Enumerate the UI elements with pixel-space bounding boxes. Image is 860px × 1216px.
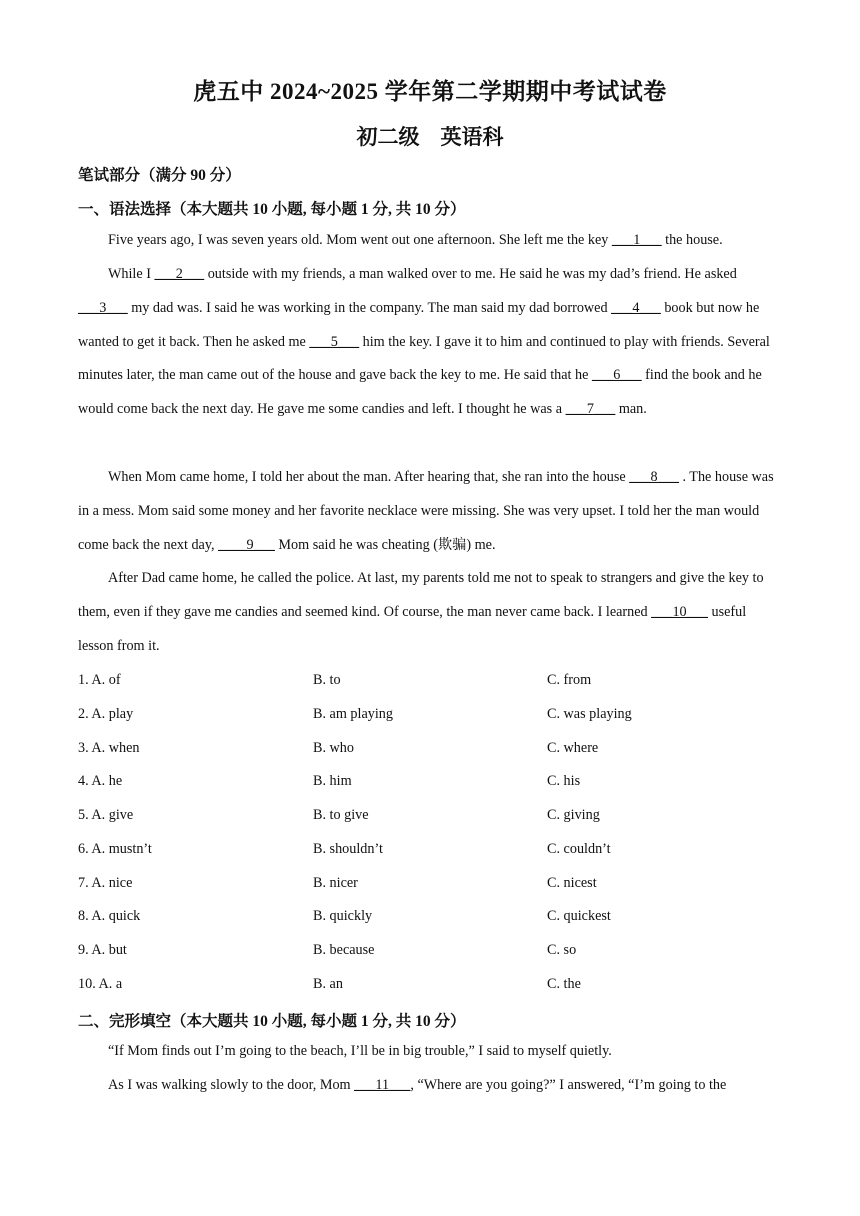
option-b: B. an	[313, 976, 343, 992]
option-a: 8. A. quick	[78, 908, 141, 924]
exam-title: 虎五中 2024~2025 学年第二学期期中考试试卷	[193, 79, 667, 104]
written-part-heading: 笔试部分（满分 90 分）	[78, 167, 241, 184]
option-c: C. so	[547, 942, 577, 958]
option-b: B. quickly	[313, 908, 373, 924]
option-c: C. the	[547, 976, 581, 992]
blank-5: ___5___	[309, 333, 360, 350]
option-a: 7. A. nice	[78, 875, 133, 891]
section2-paragraph-2: As I was walking slowly to the door, Mom ___11___, “Where are you going?” I answered, “I’m going to the	[108, 1077, 727, 1093]
option-a: 5. A. give	[78, 807, 134, 823]
option-b: B. nicer	[313, 875, 358, 891]
option-c: C. his	[547, 773, 581, 789]
blank-10: ___10___	[651, 603, 708, 620]
option-row	[78, 740, 782, 760]
blank-7: ___7___	[565, 401, 616, 418]
option-b: B. because	[313, 942, 375, 958]
option-row	[78, 841, 782, 861]
section1-paragraph-1: Five years ago, I was seven years old. Mom went out one afternoon. She left me the key ___1___ the house.	[108, 232, 723, 248]
option-b: B. him	[313, 773, 352, 789]
option-a: 2. A. play	[78, 706, 134, 722]
option-row	[78, 875, 782, 895]
option-b: B. to give	[313, 807, 369, 823]
blank-8: ___8___	[629, 469, 679, 485]
section2-paragraph-1: “If Mom finds out I’m going to the beach, I’ll be in big trouble,” I said to myself quietly.	[108, 1043, 612, 1059]
option-row	[78, 773, 782, 793]
option-a: 1. A. of	[78, 672, 121, 688]
option-c: C. from	[547, 672, 592, 688]
blank-2: ___2___	[154, 266, 205, 282]
option-b: B. am playing	[313, 706, 393, 722]
blank-6: ___6___	[591, 367, 642, 384]
section2-heading: 二、完形填空（本大题共 10 小题, 每小题 1 分, 共 10 分）	[78, 1013, 466, 1030]
option-row	[78, 807, 782, 827]
option-c: C. where	[547, 740, 599, 756]
blank-3: ___3___	[78, 299, 128, 316]
option-row	[78, 908, 782, 928]
exam-subtitle: 初二级 英语科	[356, 125, 504, 149]
blank-4: ___4___	[611, 299, 661, 316]
option-c: C. quickest	[547, 908, 611, 924]
option-row	[78, 942, 782, 962]
blank-11: ___11___	[354, 1077, 411, 1093]
option-c: C. giving	[547, 807, 600, 823]
option-b: B. who	[313, 740, 354, 756]
section1-paragraph-2: While I ___2___ outside with my friends, a man walked over to me. He said he was my dad’s friend. He asked ___3___ my dad was. I said he was working in the company. The man said my dad borrowed ___4___ book but now he wanted to get it back. Then he asked me ___5___ him the key. I gave it to him and continued to play with friends. Several minutes later, the man came out of the house and gave back the key to me. He said that he ___6___ find the book and he would come back the next day. He gave me some candies and left. I thought he was a ___7___ man.	[78, 266, 770, 418]
blank-1: ___1___	[611, 232, 662, 248]
option-c: C. nicest	[547, 875, 597, 891]
option-a: 3. A. when	[78, 740, 140, 756]
option-b: B. to	[313, 672, 341, 688]
option-a: 10. A. a	[78, 976, 123, 992]
option-row	[78, 706, 782, 726]
option-a: 4. A. he	[78, 773, 123, 789]
option-b: B. shouldn’t	[313, 841, 383, 857]
option-c: C. couldn’t	[547, 841, 611, 857]
option-row	[78, 976, 782, 996]
option-a: 6. A. mustn’t	[78, 841, 152, 857]
option-row	[78, 672, 782, 692]
section1-paragraph-4: After Dad came home, he called the police. At last, my parents told me not to speak to strangers and give the key to them, even if they gave me candies and seemed kind. Of course, the man never came back. I learned ___10___ useful lesson from it.	[78, 570, 764, 654]
section1-heading: 一、语法选择（本大题共 10 小题, 每小题 1 分, 共 10 分）	[78, 201, 466, 218]
option-a: 9. A. but	[78, 942, 127, 958]
option-c: C. was playing	[547, 706, 632, 722]
blank-9: ____9___	[218, 536, 275, 553]
section1-paragraph-3: When Mom came home, I told her about the man. After hearing that, she ran into the house ___8___ . The house was in a mess. Mom said some money and her favorite necklace were missing. She was very upset. I told her the man would come back the next day, ____9___ Mom said he was cheating (欺骗) me.	[78, 469, 774, 553]
